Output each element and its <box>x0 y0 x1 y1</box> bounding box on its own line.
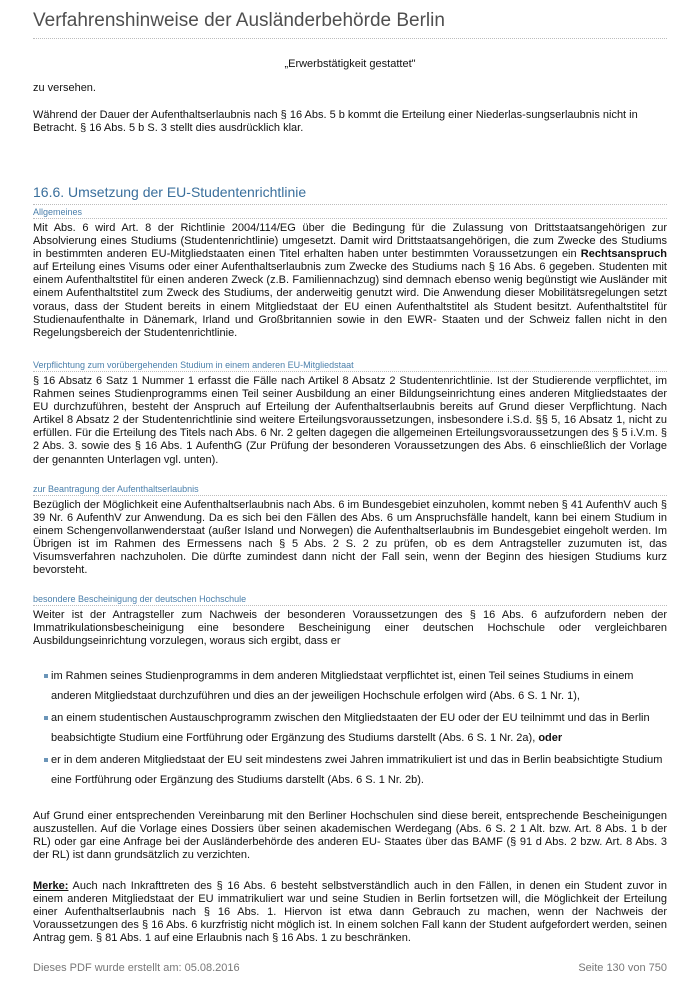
quote-erwerbstaetigkeit: „Erwerbstätigkeit gestattet" <box>284 58 416 70</box>
list-item <box>44 709 667 748</box>
rechtsanspruch-bold: Rechtsanspruch <box>580 248 667 261</box>
page-header: Verfahrenshinweise der Ausländerbehörde Berlin <box>33 10 667 39</box>
paragraph-merke <box>33 880 667 945</box>
subheading-bescheinigung: besondere Bescheinigung der deutschen Hochschule <box>33 594 667 606</box>
section-title: 16.6. Umsetzung der EU-Studentenrichtlinie <box>33 184 667 205</box>
allgemeines-text-2: auf Erteilung eines Visums oder einer Aufenthaltserlaubnis zum Zwecke des Studiums nach § 16 Abs. 6 gegeben. Studenten mit einem Aufenthaltstitel für einen anderen Zweck (z.B. Familiennachzug) sind demnach ebenso wenig begünstigt wie Ausländer mit einem Aufenthaltstitel zum Zweck des Studiums, der anderweitig genutzt wird. Die Anwendung dieser Mobilitätsregelungen setzt voraus, dass der Student bereits in einem Mitgliedstaat der EU einen Aufenthaltstitel als Student besitzt. Aufenthaltstitel für Studienaufenthalte in Dänemark, Irland und Großbritannien sowie in den EWR- Staaten und der Schweiz fallen nicht in den Regelungsbereich der Studentenrichtlinie. <box>33 261 667 339</box>
footer-created-date: Dieses PDF wurde erstellt am: 05.08.2016 <box>33 962 240 974</box>
allgemeines-text-1: Mit Abs. 6 wird Art. 8 der Richtlinie 2004/114/EG über die Bedingung für die Zulassung von Drittstaatsangehörigen zur Absolvierung eines Studiums (Studentenrichtlinie) umgesetzt. Damit wird Drittstaatsangehörigen, die zum Zwecke des Studiums in bestimmten anderen EU-Mitgliedstaaten einen Titel erhalten haben unter bestimmten Voraussetzungen ein <box>33 222 667 261</box>
intro-line: zu versehen. <box>33 82 96 94</box>
footer-page-number: Seite 130 von 750 <box>578 962 667 974</box>
list-item <box>44 751 667 790</box>
list-item-text: an einem studentischen Austauschprogramm zwischen den Mitgliedstaaten der EU oder der EU teilnimmt und das in Berlin beabsichtigte Studium eine Fortführung oder Ergänzung des Studiums darstellt (Abs. 6 S. 1 Nr. 2a), <box>51 712 650 744</box>
square-bullet-icon <box>44 716 48 720</box>
subheading-verpflichtung: Verpflichtung zum vorübergehenden Studium in einem anderen EU-Mitgliedstaat <box>33 360 667 372</box>
merke-text: Auch nach Inkrafttreten des § 16 Abs. 6 besteht selbstverständlich auch in den Fällen, in denen ein Student zuvor in einem anderen Mitgliedstaat der EU immatrikuliert war und seine Studien in Berlin fortsetzen will, die Möglichkeit der Erteilung einer Aufenthaltserlaubnis nach § 16 Abs. 1. Hiervon ist etwa dann Gebrauch zu machen, wenn der Nachweis der Voraussetzungen des § 16 Abs. 6 kurzfristig nicht möglich ist. In einem solchen Fall kann der Student aufgefordert werden, seinen Antrag gem. § 81 Abs. 1 auf eine Erlaubnis nach § 16 Abs. 1 zu beschränken. <box>33 880 667 945</box>
page-footer <box>33 962 667 974</box>
bullet-list <box>44 667 667 793</box>
subheading-beantragung: zur Beantragung der Aufenthaltserlaubnis <box>33 484 667 496</box>
list-item-text: im Rahmen seines Studienprogramms in dem anderen Mitgliedstaat verpflichtet ist, einen Teil seines Studiums in einem anderen Mitgliedstaat durchzuführen und dies an der jeweiligen Hochschule erfolgen wird (Abs. 6 S. 1 Nr. 1), <box>51 670 634 702</box>
list-item-text: er in dem anderen Mitgliedstaat der EU seit mindestens zwei Jahren immatrikuliert ist und das in Berlin beabsichtigte Studium eine Fortführung oder Ergänzung des Studiums darstellt (Abs. 6 S. 1 Nr. 2b). <box>51 754 663 786</box>
paragraph-closing: Auf Grund einer entsprechenden Vereinbarung mit den Berliner Hochschulen sind diese bereit, entsprechende Bescheinigungen auszustellen. Auf die Vorlage eines Dossiers über seinen akademischen Werdegang (Abs. 6 S. 2 1 Alt. bzw. Art. 8 Abs. 1 b der RL) oder gar eine Anfrage bei der Ausländerbehörde des anderen EU- Staates über das BAMF (§ 91 d Abs. 2 bzw. Art. 8 Abs. 3 der RL) ist dann grundsätzlich zu verzichten. <box>33 810 667 862</box>
list-item <box>44 667 667 706</box>
paragraph-beantragung: Bezüglich der Möglichkeit eine Aufenthaltserlaubnis nach Abs. 6 im Bundesgebiet einzuholen, kommt neben § 41 AufenthV auch § 39 Nr. 6 AufenthV zur Anwendung. Da es sich bei den Fällen des Abs. 6 um Anspruchsfälle handelt, kann bei einem Studium in einem Schengenvollanwenderstaat (außer Island und Norwegen) die Aufenthaltserlaubnis im Bundesgebiet eingeholt werden. Im Übrigen ist im Rahmen des Ermessens nach § 5 Abs. 2 S. 2 zu prüfen, ob es dem Antragsteller zuzumuten ist, das Visumsverfahren nachzuholen. Die dürfte zumindest dann nicht der Fall sein, wenn der Beginn des hiesigen Studiums kurz bevorsteht. <box>33 499 667 577</box>
paragraph-bescheinigung: Weiter ist der Antragsteller zum Nachweis der besonderen Voraussetzungen des § 16 Abs. 6 aufzufordern neben der Immatrikulationsbescheinigung eine besondere Bescheinigung einer deutschen Hochschule oder vergleichbaren Ausbildungseinrichtung vorzulegen, woraus sich ergibt, dass er <box>33 609 667 648</box>
square-bullet-icon <box>44 758 48 762</box>
subheading-allgemeines: Allgemeines <box>33 207 667 219</box>
intro-paragraph: Während der Dauer der Aufenthaltserlaubnis nach § 16 Abs. 5 b kommt die Erteilung einer Niederlas-sungserlaubnis nicht in Betracht. § 16 Abs. 5 b S. 3 stellt dies ausdrücklich klar. <box>33 109 638 135</box>
list-item-bold: oder <box>538 731 563 744</box>
square-bullet-icon <box>44 674 48 678</box>
paragraph-verpflichtung: § 16 Absatz 6 Satz 1 Nummer 1 erfasst die Fälle nach Artikel 8 Absatz 2 Studentenrichtlinie. Ist der Studierende verpflichtet, im Rahmen seines Studienprogramms einen Teil seiner Ausbildung an einer Bildungseinrichtung eines anderen Mitgliedstaates der EU durchzuführen, besteht der Anspruch auf Erteilung der Aufenthaltserlaubnis bereits auf Grund dieser Verpflichtung. Nach Artikel 8 Absatz 2 der Studentenrichtlinie sind weitere Erteilungsvoraussetzungen, insbesondere i.S.d. §§ 5, 16 Absatz 1, nicht zu erfüllen. Für die Erteilung des Titels nach Abs. 6 Nr. 2 gelten dagegen die allgemeinen Erteilungsvoraussetzungen des § 5 i.V.m. § 2 Abs. 3. sowie des § 16 Abs. 1 AufenthG (Zur Prüfung der besonderen Voraussetzungen des Abs. 6 einschließlich der Vorlage der genannten Unterlagen vgl. unten). <box>33 375 667 466</box>
paragraph-allgemeines <box>33 222 667 340</box>
merke-label: Merke: <box>33 880 69 892</box>
